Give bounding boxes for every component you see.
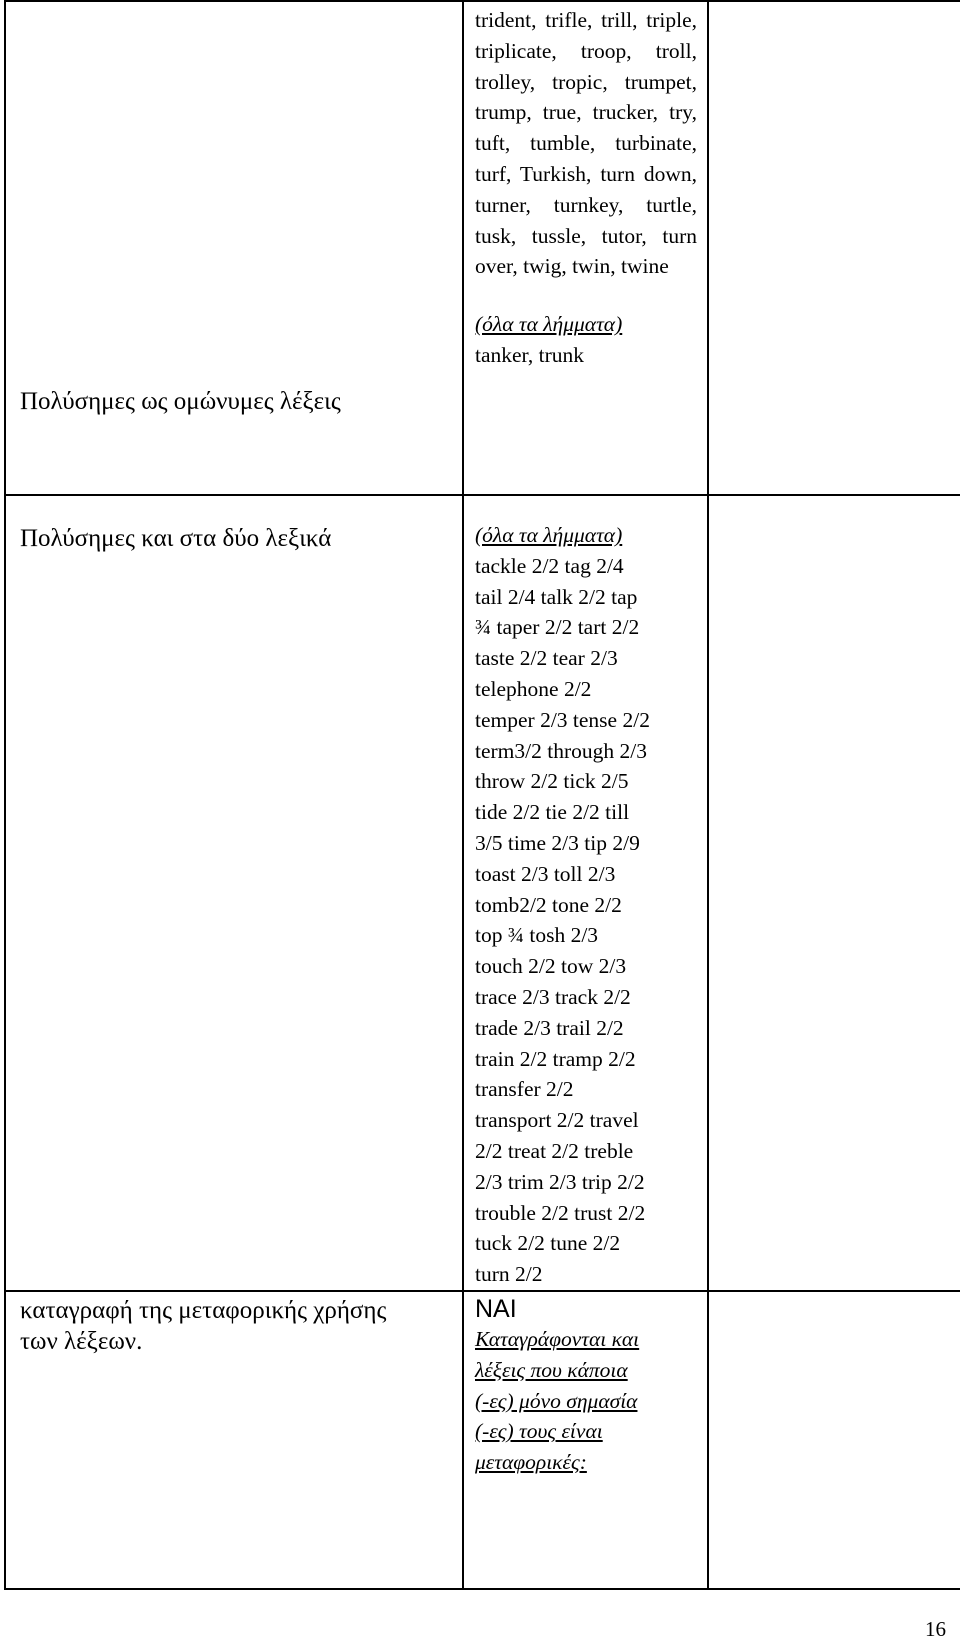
list-line: toast 2/3 toll 2/3 xyxy=(475,861,616,886)
list-line: telephone 2/2 xyxy=(475,676,592,701)
list-line: transport 2/2 travel xyxy=(475,1108,639,1133)
comparison-table xyxy=(4,0,960,1590)
list-line: trace 2/3 track 2/2 xyxy=(475,984,631,1009)
note-line: (-ες) τους είναι xyxy=(475,1419,603,1444)
list-line: ¾ taper 2/2 tart 2/2 xyxy=(475,615,640,640)
note-line: μεταφορικές: xyxy=(475,1450,587,1475)
note-line: λέξεις που κάποια xyxy=(475,1357,628,1382)
note-line: (-ες) μόνο σημασία xyxy=(475,1388,638,1413)
list-line: transfer 2/2 xyxy=(475,1077,574,1102)
list-line: temper 2/3 tense 2/2 xyxy=(475,707,650,732)
list-line: turn 2/2 xyxy=(475,1262,543,1287)
list-line: top ¾ tosh 2/3 xyxy=(475,923,599,948)
list-line: throw 2/2 tick 2/5 xyxy=(475,769,629,794)
content-cell xyxy=(463,1,708,495)
list-line: 2/3 trim 2/3 trip 2/2 xyxy=(475,1169,645,1194)
metaphor-note xyxy=(464,1324,707,1478)
table-row xyxy=(5,495,960,1291)
list-line: term3/2 through 2/3 xyxy=(475,738,647,763)
word-list: trident, trifle, trill, triple, triplicate, troop, troll, trolley, tropic, trumpet, trump, true, trucker, try, tuft, tumble, turbinate, turf, Turkish, turn down, turner, turnkey, turtle, tusk, tussle, tutor, turn over, twig, twin, twine xyxy=(475,8,697,279)
note-line: Καταγράφονται και xyxy=(475,1326,640,1351)
list-line: touch 2/2 tow 2/3 xyxy=(475,954,627,979)
row-label: Πολύσημες ως ομώνυμες λέξεις xyxy=(20,388,341,415)
list-line: tackle 2/2 tag 2/4 xyxy=(475,553,624,578)
list-line: 3/5 time 2/3 tip 2/9 xyxy=(475,830,640,855)
label-cell xyxy=(5,1291,463,1589)
lemma-note: (όλα τα λήμματα) xyxy=(475,523,623,547)
row-label: Πολύσημες και στα δύο λεξικά xyxy=(20,525,332,552)
list-line: 2/2 treat 2/2 treble xyxy=(475,1138,634,1163)
empty-cell xyxy=(708,1,960,495)
polysemy-list xyxy=(464,551,707,1290)
table-row xyxy=(5,1291,960,1589)
list-line: tomb2/2 tone 2/2 xyxy=(475,892,622,917)
list-line: tide 2/2 tie 2/2 till xyxy=(475,800,630,825)
table-row xyxy=(5,1,960,495)
label-cell xyxy=(5,1,463,495)
lemma-words: tanker, trunk xyxy=(475,342,584,367)
list-line: tuck 2/2 tune 2/2 xyxy=(475,1231,621,1256)
answer-yes: ΝΑΙ xyxy=(475,1294,517,1323)
list-line: train 2/2 tramp 2/2 xyxy=(475,1046,636,1071)
label-cell xyxy=(5,495,463,1291)
content-cell xyxy=(463,495,708,1291)
page-number: 16 xyxy=(925,1617,946,1641)
list-line: tail 2/4 talk 2/2 tap xyxy=(475,584,638,609)
empty-cell xyxy=(708,1291,960,1589)
list-line: taste 2/2 tear 2/3 xyxy=(475,646,618,671)
list-line: trade 2/3 trail 2/2 xyxy=(475,1015,624,1040)
empty-cell xyxy=(708,495,960,1291)
list-line: trouble 2/2 trust 2/2 xyxy=(475,1200,646,1225)
row-label: καταγραφή της μεταφορικής χρήσης των λέξεων. xyxy=(20,1296,387,1355)
lemma-note: (όλα τα λήμματα) xyxy=(475,312,623,337)
content-cell xyxy=(463,1291,708,1589)
